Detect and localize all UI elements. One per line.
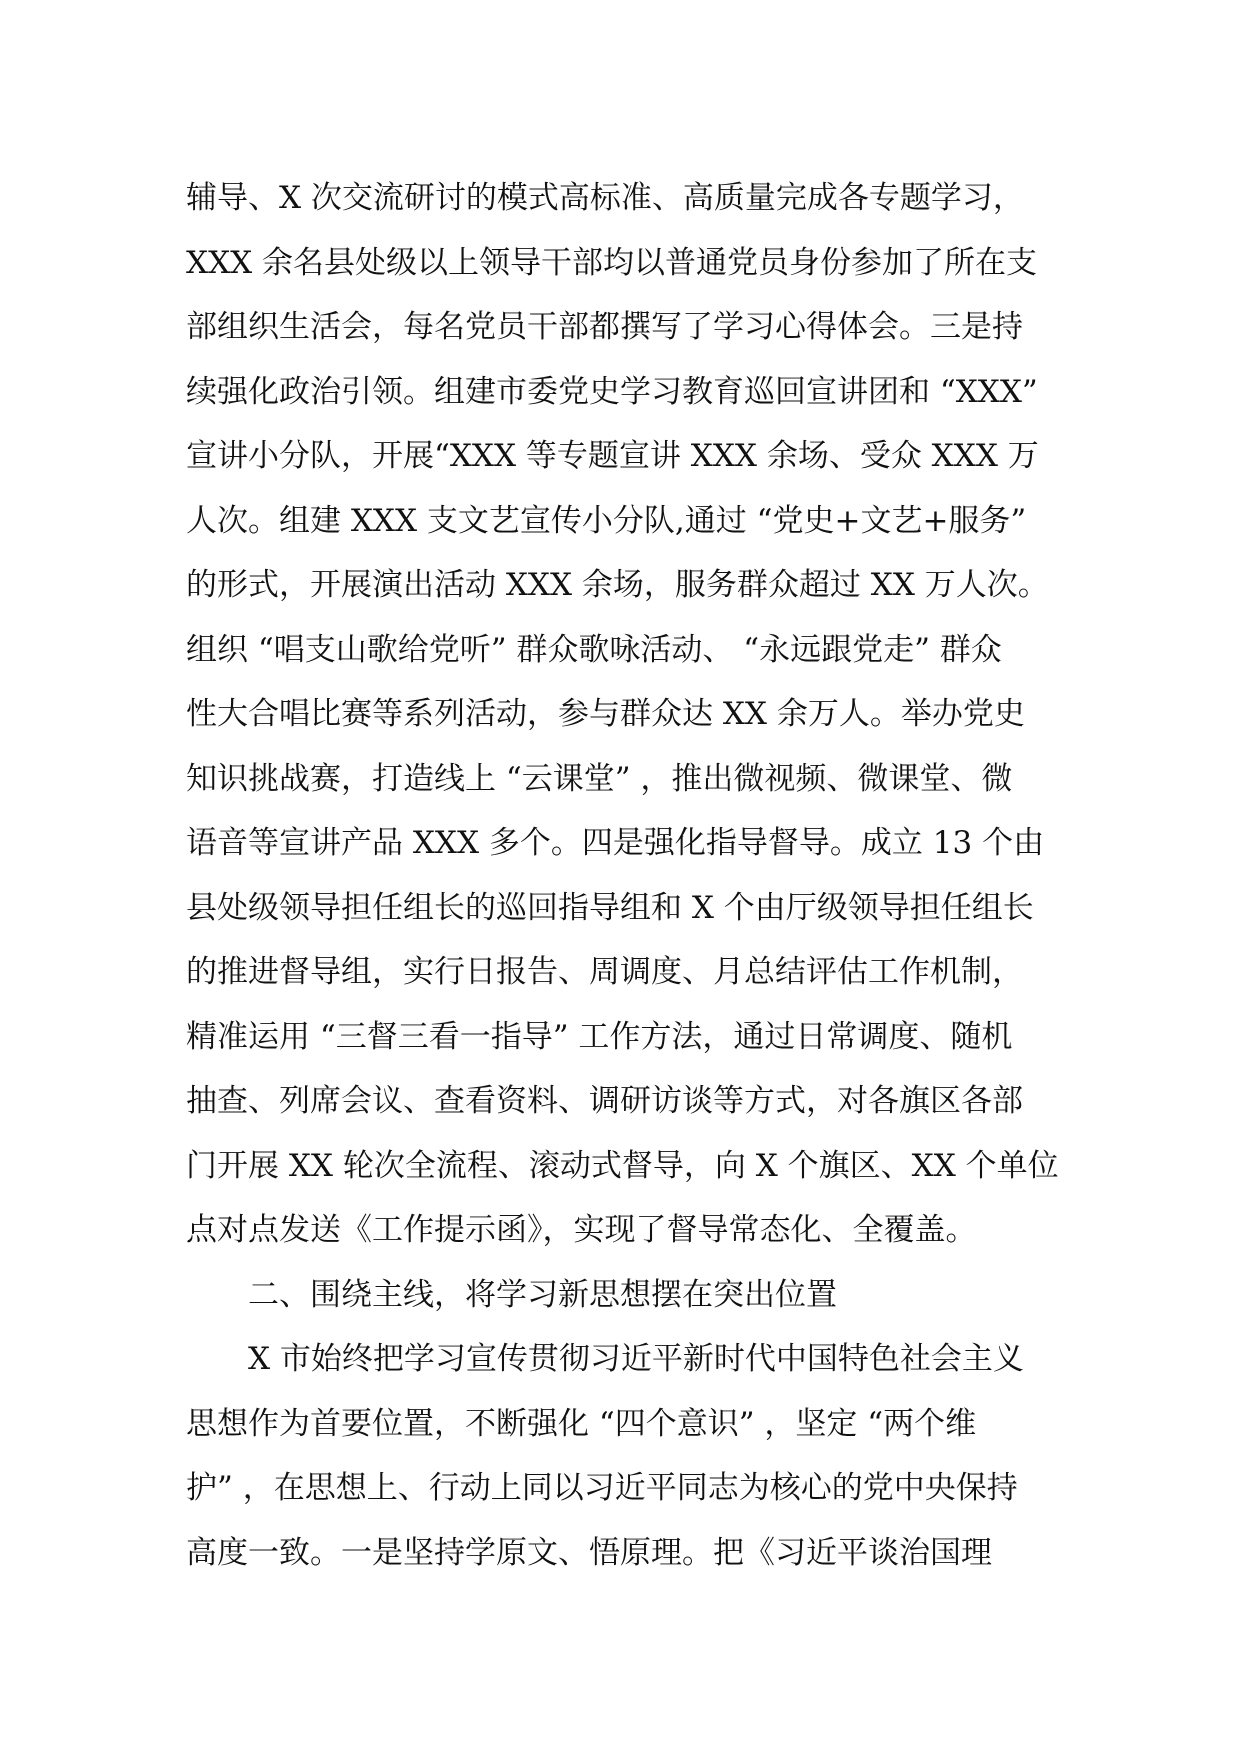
text-line: 精准运用 “三督三看一指导” 工作方法，通过日常调度、随机 <box>186 1018 1013 1055</box>
paragraph-first-line: X 市始终把学习宣传贯彻习近平新时代中国特色社会主义 <box>248 1341 1024 1377</box>
text-line: 抽查、列席会议、查看资料、调研访谈等方式，对各旗区各部 <box>186 1083 1023 1119</box>
text-line: 组织 “唱支山歌给党听” 群众歌咏活动、 “永远跟党走” 群众 <box>186 631 1002 668</box>
text-line: 性大合唱比赛等系列活动，参与群众达 XX 余万人。举办党史 <box>186 696 1025 732</box>
text-line: 点对点发送《工作提示函》，实现了督导常态化、全覆盖。 <box>186 1212 977 1248</box>
text-line: 的形式，开展演出活动 XXX 余场，服务群众超过 XX 万人次。 <box>186 567 1049 603</box>
text-line: 高度一致。一是坚持学原文、悟原理。把《习近平谈治国理 <box>186 1534 992 1571</box>
text-line: 思想作为首要位置，不断强化 “四个意识” ，坚定 “两个维 <box>186 1405 977 1442</box>
body-text <box>186 166 1066 1585</box>
text-line: 辅导、X 次交流研讨的模式高标准、高质量完成各专题学习， <box>186 180 1024 216</box>
text-line: 续强化政治引领。组建市委党史学习教育巡回宣讲团和 “XXX” <box>186 373 1038 410</box>
text-line: XXX 余名县处级以上领导干部均以普通党员身份参加了所在支 <box>186 244 1038 281</box>
text-line: 的推进督导组，实行日报告、周调度、月总结评估工作机制， <box>186 954 1023 990</box>
text-line: 人次。组建 XXX 支文艺宣传小分队,通过 “党史+文艺+服务” <box>186 502 1027 539</box>
text-line: 语音等宣讲产品 XXX 多个。四是强化指导督导。成立 13 个由 <box>186 825 1045 861</box>
text-line: 宣讲小分队，开展“XXX 等专题宣讲 XXX 余场、受众 XXX 万 <box>186 438 1039 474</box>
section-heading: 二、围绕主线，将学习新思想摆在突出位置 <box>248 1276 837 1313</box>
text-line: 部组织生活会，每名党员干部都撰写了学习心得体会。三是持 <box>186 309 1023 345</box>
text-line: 门开展 XX 轮次全流程、滚动式督导，向 X 个旗区、XX 个单位 <box>186 1147 1059 1184</box>
text-line: 护” ，在思想上、行动上同以习近平同志为核心的党中央保持 <box>186 1470 1018 1506</box>
text-line: 县处级领导担任组长的巡回指导组和 X 个由厅级领导担任组长 <box>186 889 1034 926</box>
text-line: 知识挑战赛，打造线上 “云课堂” ，推出微视频、微课堂、微 <box>186 760 1013 797</box>
